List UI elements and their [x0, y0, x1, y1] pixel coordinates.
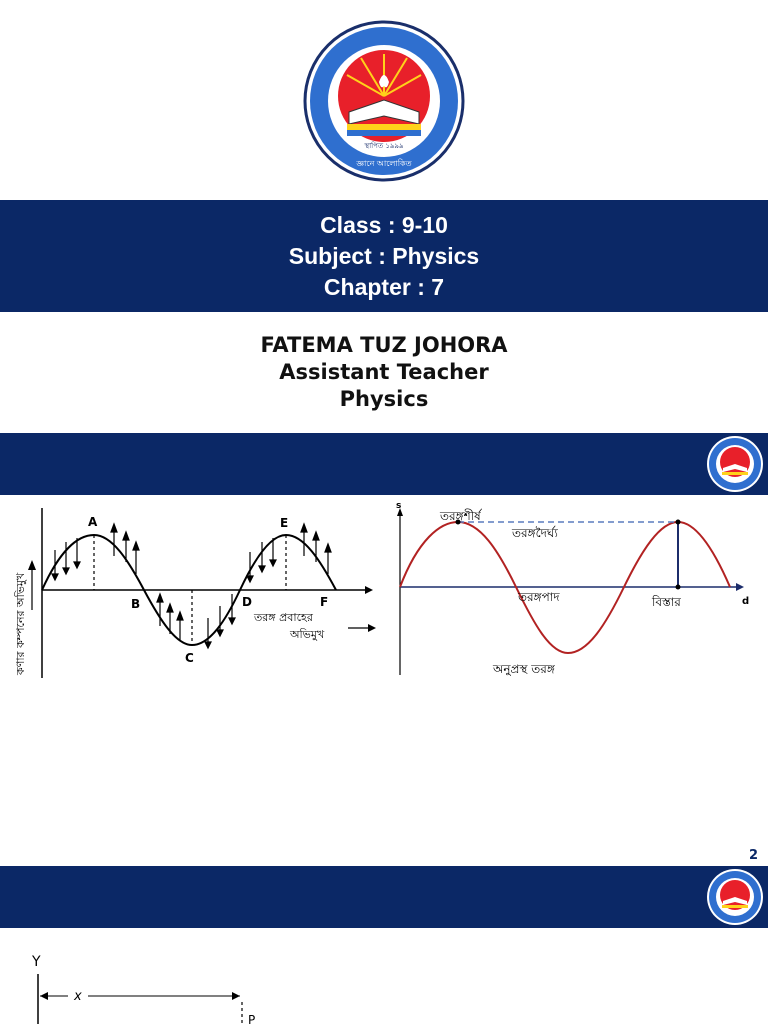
school-logo-small: [706, 435, 764, 493]
teacher-title: Assistant Teacher: [279, 360, 489, 384]
direction-label-1: তরঙ্গ প্রবাহের: [254, 611, 313, 624]
point-c-label: C: [185, 651, 194, 665]
teacher-subject: Physics: [339, 387, 429, 411]
amplitude-label: বিস্তার: [652, 595, 681, 609]
point-a-label: A: [88, 515, 98, 529]
teacher-name: FATEMA TUZ JOHORA: [260, 333, 508, 357]
point-f-label: F: [320, 595, 329, 609]
transverse-wave-diagram: [388, 500, 768, 680]
p-label: P: [248, 1013, 256, 1024]
teacher-block: [0, 332, 768, 413]
school-logo: [303, 20, 465, 182]
wave-caption: অনুপ্রস্থ তরঙ্গ: [493, 662, 555, 676]
s-axis-label: s: [396, 501, 402, 511]
point-d-label: D: [242, 595, 252, 609]
point-b-label: B: [131, 597, 141, 611]
crest-label: তরঙ্গশীর্ষ: [440, 509, 481, 523]
subject-line: Subject : Physics: [288, 243, 480, 269]
trough-label: তরঙ্গপাদ: [518, 590, 560, 604]
logo-est-text: স্থাপিত ১৯৯৯: [364, 142, 404, 150]
slide2-header-band: [0, 433, 768, 495]
d-axis-label: d: [742, 596, 750, 607]
y-axis-label: কণার কম্পনের অভিমুখ: [14, 572, 27, 675]
point-e-label: E: [280, 516, 289, 530]
wavelength-label: তরঙ্গদৈর্ঘ্য: [512, 526, 558, 540]
y-label: Y: [32, 954, 41, 970]
particle-wave-diagram: [0, 500, 380, 680]
direction-label-2: অভিমুখ: [290, 628, 325, 641]
class-line: Class : 9-10: [320, 212, 448, 238]
school-logo-small-2: [706, 868, 764, 926]
slide3-header-band: [0, 866, 768, 928]
x-label: x: [74, 989, 82, 1004]
coordinate-diagram: [0, 940, 300, 1024]
chapter-line: Chapter : 7: [323, 274, 445, 300]
title-band: [0, 200, 768, 312]
logo-motto: জ্ঞানে আলোকিত: [356, 159, 412, 168]
page-number: 2: [748, 848, 758, 863]
